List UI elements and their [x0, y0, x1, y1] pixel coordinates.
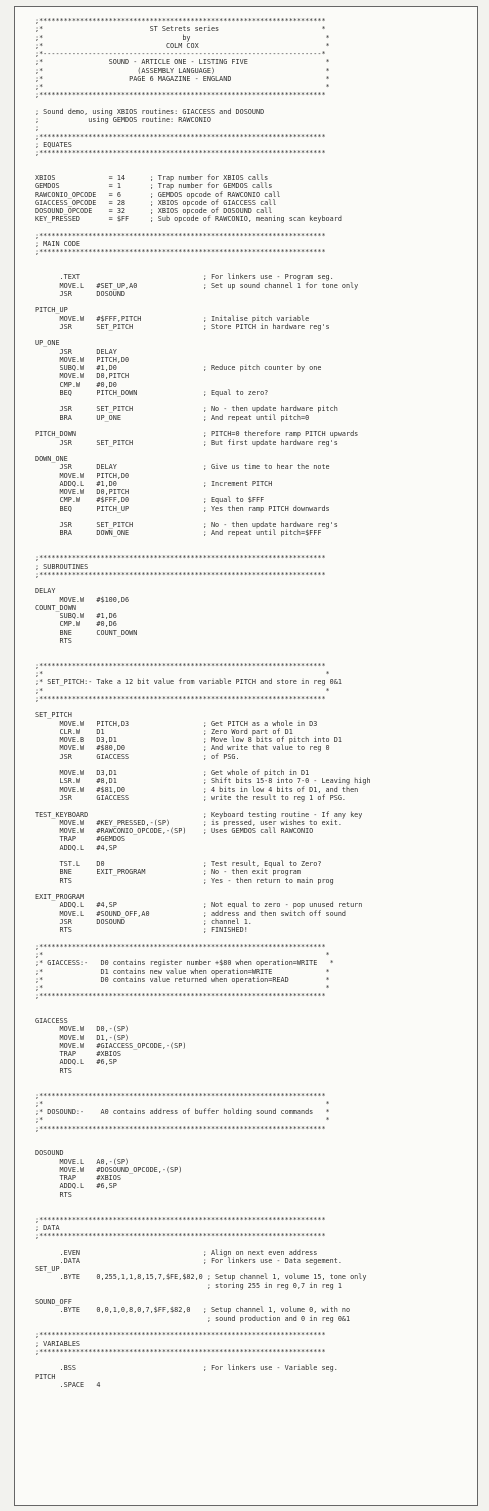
code-line: JSR GIACCESS ; of PSG.	[35, 752, 240, 761]
code-line: MOVE.L #SET_UP,A0 ; Set up sound channel 1 for tone only	[35, 281, 359, 290]
code-line: ;**********************************************************************	[35, 554, 326, 563]
code-line: SUBQ.W #1,D0 ; Reduce pitch counter by one	[35, 364, 322, 373]
code-line: MOVE.W D0,PITCH	[35, 372, 130, 381]
code-line: MOVE.W #$100,D6	[35, 595, 130, 604]
code-line	[35, 546, 477, 554]
code-line: RTS	[35, 636, 72, 645]
code-line: MOVE.L A0,-(SP)	[35, 1157, 130, 1166]
code-line: ;*--------------------------------------------------------------------*	[35, 50, 326, 59]
code-line: ;* DOSOUND:- A0 contains address of buffer holding sound commands *	[35, 1108, 330, 1117]
code-line: RTS ; FINISHED!	[35, 926, 248, 935]
code-line: JSR DELAY	[35, 347, 117, 356]
code-line: SET_PITCH	[35, 711, 72, 720]
code-line: BRA DOWN_ONE ; And repeat until pitch=$FFF	[35, 529, 322, 538]
code-line: .BSS ; For linkers use - Variable seg.	[35, 1364, 338, 1373]
code-line: ADDQ.L #6,SP	[35, 1058, 117, 1067]
code-line: ;* D0 contains value returned when operation=READ *	[35, 975, 330, 984]
code-line: ;**********************************************************************	[35, 1091, 326, 1100]
code-line: ;**********************************************************************	[35, 1232, 326, 1241]
code-line: .EVEN ; Align on next even address	[35, 1248, 318, 1257]
code-line	[35, 1199, 477, 1207]
code-line: ;* COLM COX *	[35, 41, 330, 50]
code-line	[35, 1133, 477, 1141]
code-line	[35, 885, 477, 893]
code-line: ;**********************************************************************	[35, 248, 326, 257]
code-line: MOVE.W PITCH,D3 ; Get PITCH as a whole in D3	[35, 719, 318, 728]
code-line: ;* *	[35, 951, 330, 960]
code-line: ;* PAGE 6 MAGAZINE - ENGLAND *	[35, 74, 330, 83]
code-line: MOVE.W #$81,D0 ; 4 bits in low 4 bits of D1, and then	[35, 785, 359, 794]
code-line: MOVE.W #DOSOUND_OPCODE,-(SP)	[35, 1165, 183, 1174]
code-line: ;* SOUND - ARTICLE ONE - LISTING FIVE *	[35, 58, 330, 67]
code-line	[35, 298, 477, 306]
listing-page	[14, 6, 478, 1506]
code-line: DOWN_ONE	[35, 455, 68, 464]
code-line: TRAP #XBIOS	[35, 1174, 121, 1183]
code-line: GIACCESS_OPCODE = 28 ; XBIOS opcode of GIACCESS call	[35, 198, 277, 207]
code-line: MOVE.W D3,D1 ; Get whole of pitch in D1	[35, 769, 310, 778]
code-line: BEQ PITCH_UP ; Yes then ramp PITCH downwards	[35, 504, 330, 513]
code-line: ;**********************************************************************	[35, 231, 326, 240]
code-line: ;* *	[35, 984, 330, 993]
code-line: RAWCONIO_OPCODE = 6 ; GEMDOS opcode of RAWCONIO call	[35, 190, 281, 199]
code-line	[35, 645, 477, 653]
code-line: .TEXT ; For linkers use - Program seg.	[35, 273, 334, 282]
code-line	[35, 653, 477, 661]
code-line	[35, 1075, 477, 1083]
code-line: CMP.W #$FFF,D0 ; Equal to $FFF	[35, 496, 265, 505]
code-line: ;* ST Setrets series *	[35, 25, 326, 34]
code-line: ;	[35, 124, 40, 133]
code-line	[35, 802, 477, 810]
code-line: CMP.W #0,D6	[35, 620, 117, 629]
code-line: JSR DOSOUND ; channel 1.	[35, 917, 252, 926]
code-line: MOVE.W #$FFF,PITCH ; Initalise pitch variable	[35, 314, 310, 323]
code-line: ; Sound demo, using XBIOS routines: GIACCESS and DOSOUND	[35, 107, 265, 116]
code-line: ;* *	[35, 669, 330, 678]
code-line: ADDQ.L #1,D0 ; Increment PITCH	[35, 479, 273, 488]
code-line	[35, 1009, 477, 1017]
code-line: COUNT_DOWN	[35, 603, 76, 612]
code-line: ;* SET_PITCH:- Take a 12 bit value from variable PITCH and store in reg 0&1	[35, 678, 342, 687]
code-line	[35, 1141, 477, 1149]
code-line: EXIT_PROGRAM	[35, 893, 85, 902]
code-line: ;**********************************************************************	[35, 992, 326, 1001]
code-line: MOVE.W D0,PITCH	[35, 488, 130, 497]
code-line: CMP.W #0,D0	[35, 380, 117, 389]
code-line	[35, 761, 477, 769]
code-line: ;* GIACCESS:- D0 contains register number +$80 when operation=WRITE *	[35, 959, 334, 968]
code-line: ;**********************************************************************	[35, 942, 326, 951]
code-line	[35, 158, 477, 166]
code-line: MOVE.W #GIACCESS_OPCODE,-(SP)	[35, 1041, 187, 1050]
code-line: ; MAIN CODE	[35, 240, 81, 249]
code-line: BNE COUNT_DOWN	[35, 628, 138, 637]
code-line: UP_ONE	[35, 339, 60, 348]
code-line	[35, 703, 477, 711]
code-line: ;* (ASSEMBLY LANGUAGE) *	[35, 66, 330, 75]
code-line: ;**********************************************************************	[35, 694, 326, 703]
code-line: XBIOS = 14 ; Trap number for XBIOS calls	[35, 174, 269, 183]
code-line: ;**********************************************************************	[35, 132, 326, 141]
assembly-listing	[35, 17, 477, 1389]
code-line: CLR.W D1 ; Zero Word part of D1	[35, 727, 293, 736]
code-line: ;* *	[35, 83, 330, 92]
code-line: .BYTE 0,0,1,0,8,0,7,$FF,$82,0 ; Setup channel 1, volume 0, with no	[35, 1306, 351, 1315]
code-line: MOVE.W D0,-(SP)	[35, 1025, 130, 1034]
code-line: TRAP #GEMDOS	[35, 835, 126, 844]
code-line: JSR DELAY ; Give us time to hear the note	[35, 463, 330, 472]
code-line: ;**********************************************************************	[35, 149, 326, 158]
code-line: TST.L D0 ; Test result, Equal to Zero?	[35, 860, 322, 869]
code-line: JSR SET_PITCH ; No - then update hardware reg's	[35, 521, 338, 530]
code-line: BNE EXIT_PROGRAM ; No - then exit program	[35, 868, 301, 877]
code-line: ; EQUATES	[35, 140, 72, 149]
code-line	[35, 447, 477, 455]
code-line: RTS ; Yes - then return to main prog	[35, 876, 334, 885]
code-line	[35, 422, 477, 430]
code-line: ;**********************************************************************	[35, 91, 326, 100]
code-line: JSR SET_PITCH ; No - then update hardware pitch	[35, 405, 338, 414]
code-line: KEY_PRESSED = $FF ; Sub opcode of RAWCONIO, meaning scan keyboard	[35, 215, 342, 224]
code-line: DOSOUND	[35, 1149, 64, 1158]
code-line: .SPACE 4	[35, 1380, 101, 1389]
code-line: ;**********************************************************************	[35, 570, 326, 579]
code-line: ADDQ.L #4,SP	[35, 843, 117, 852]
code-line	[35, 579, 477, 587]
code-line: ;**********************************************************************	[35, 1124, 326, 1133]
code-line: SOUND_OFF	[35, 1298, 72, 1307]
code-line	[35, 331, 477, 339]
code-line: MOVE.W PITCH,D0	[35, 355, 130, 364]
code-line: LSR.W #8,D1 ; Shift bits 15-8 into 7-0 - Leaving high	[35, 777, 371, 786]
code-line: ; storing 255 in reg 0,7 in reg 1	[35, 1281, 342, 1290]
code-line: GEMDOS = 1 ; Trap number for GEMDOS calls	[35, 182, 273, 191]
code-line: ;**********************************************************************	[35, 1215, 326, 1224]
code-line	[35, 934, 477, 942]
code-line: ; DATA	[35, 1223, 60, 1232]
code-line: BEQ PITCH_DOWN ; Equal to zero?	[35, 388, 269, 397]
code-line: JSR GIACCESS ; write the result to reg 1 of PSG.	[35, 793, 346, 802]
code-line: .DATA ; For linkers use - Data segement.	[35, 1256, 342, 1265]
code-line	[35, 1323, 477, 1331]
code-line: MOVE.B D3,D1 ; Move low 8 bits of pitch into D1	[35, 736, 342, 745]
code-line: ;* *	[35, 1116, 330, 1125]
code-line: ;* *	[35, 686, 330, 695]
code-line	[35, 1290, 477, 1298]
code-line: ADDQ.L #6,SP	[35, 1182, 117, 1191]
code-line: .BYTE 0,255,1,1,8,15,7,$FE,$82,0 ; Setup channel 1, volume 15, tone only	[35, 1273, 367, 1282]
code-line: MOVE.W D1,-(SP)	[35, 1033, 130, 1042]
code-line: GIACCESS	[35, 1017, 68, 1026]
code-line	[35, 1240, 477, 1248]
code-line: SUBQ.W #1,D6	[35, 612, 117, 621]
code-line: TEST_KEYBOARD ; Keyboard testing routine - If any key	[35, 810, 363, 819]
code-line: JSR SET_PITCH ; But first update hardware reg's	[35, 438, 338, 447]
code-line: ;**********************************************************************	[35, 17, 326, 25]
code-line	[35, 852, 477, 860]
code-line: MOVE.W #$80,D0 ; And write that value to reg 0	[35, 744, 330, 753]
code-line: ; using GEMDOS routine: RAWCONIO	[35, 116, 211, 125]
code-line: RTS	[35, 1066, 72, 1075]
code-line: ;**********************************************************************	[35, 661, 326, 670]
code-line	[35, 100, 477, 108]
code-line: JSR SET_PITCH ; Store PITCH in hardware reg's	[35, 322, 330, 331]
code-line	[35, 538, 477, 546]
code-line	[35, 265, 477, 273]
code-line: ;**********************************************************************	[35, 1331, 326, 1340]
code-line: JSR DOSOUND	[35, 289, 126, 298]
code-line: ;**********************************************************************	[35, 1347, 326, 1356]
code-line	[35, 166, 477, 174]
code-line: DOSOUND_OPCODE = 32 ; XBIOS opcode of DOSOUND call	[35, 207, 273, 216]
code-line: RTS	[35, 1190, 72, 1199]
code-line: ;* *	[35, 1099, 330, 1108]
code-line: ; VARIABLES	[35, 1339, 81, 1348]
code-line	[35, 224, 477, 232]
code-line: PITCH_DOWN ; PITCH=0 therefore ramp PITCH upwards	[35, 430, 359, 439]
code-line: ; sound production and 0 in reg 0&1	[35, 1314, 351, 1323]
code-line: DELAY	[35, 587, 56, 596]
code-line	[35, 1083, 477, 1091]
code-line	[35, 1356, 477, 1364]
code-line	[35, 1207, 477, 1215]
code-line: TRAP #XBIOS	[35, 1050, 121, 1059]
code-line: ADDQ.L #4,SP ; Not equal to zero - pop unused return	[35, 901, 363, 910]
code-line: MOVE.W #RAWCONIO_OPCODE,-(SP) ; Uses GEMDOS call RAWCONIO	[35, 827, 314, 836]
code-line: ;* D1 contains new value when operation=WRITE *	[35, 967, 330, 976]
code-line	[35, 513, 477, 521]
code-line: MOVE.L #SOUND_OFF,A0 ; address and then switch off sound	[35, 909, 346, 918]
code-line: MOVE.W #KEY_PRESSED,-(SP) ; is pressed, user wishes to exit.	[35, 818, 342, 827]
code-line: PITCH	[35, 1372, 56, 1381]
code-line	[35, 397, 477, 405]
code-line	[35, 1001, 477, 1009]
code-line	[35, 257, 477, 265]
code-line: BRA UP_ONE ; And repeat until pitch=0	[35, 413, 310, 422]
code-line: SET_UP	[35, 1265, 60, 1274]
code-line: ;* by *	[35, 33, 330, 42]
code-line: PITCH_UP	[35, 306, 68, 315]
code-line: ; SUBROUTINES	[35, 562, 89, 571]
code-line: MOVE.W PITCH,D0	[35, 471, 130, 480]
